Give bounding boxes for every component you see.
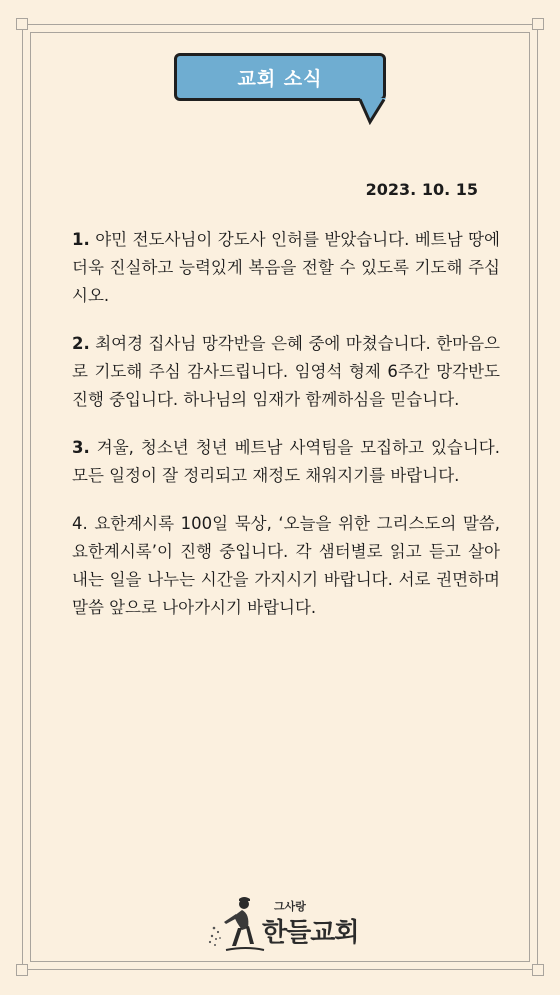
news-list — [72, 226, 500, 642]
news-item-number: 4. — [72, 514, 88, 533]
news-item-number: 3. — [72, 438, 90, 457]
news-item-3 — [72, 434, 500, 490]
news-item-1 — [72, 226, 500, 310]
speech-bubble-tail-icon — [174, 53, 390, 125]
logo-tagline: 그사랑 — [274, 900, 306, 913]
news-item-2 — [72, 330, 500, 414]
frame-corner-top-right — [532, 18, 544, 30]
news-item-text: 요한계시록 100일 묵상, ‘오늘을 위한 그리스도의 말씀, 요한계시록’이 진행 중입니다. 각 샘터별로 읽고 듣고 살아내는 일을 나누는 시간을 가지시기 바랍니다. 서로 권면하며 말씀 앞으로 나아가시기 바랍니다. — [72, 514, 500, 617]
frame-corner-top-left — [16, 18, 28, 30]
news-item-number: 1. — [72, 230, 90, 249]
news-item-text: 야민 전도사님이 강도사 인허를 받았습니다. 베트남 땅에 더욱 진실하고 능력있게 복음을 전할 수 있도록 기도해 주십시오. — [72, 230, 500, 305]
frame-corner-bottom-right — [532, 964, 544, 976]
title-speech-bubble — [174, 53, 390, 125]
sower-figure-icon — [206, 894, 266, 958]
page-title: 교회 소식 — [237, 67, 323, 90]
news-item-number: 2. — [72, 334, 90, 353]
news-item-4 — [72, 510, 500, 622]
church-logo — [206, 894, 366, 958]
frame-corner-bottom-left — [16, 964, 28, 976]
news-item-text: 최여경 집사님 망각반을 은혜 중에 마쳤습니다. 한마음으로 기도해 주심 감사드립니다. 임영석 형제 6주간 망각반도 진행 중입니다. 하나님의 임재가 함께하심을 믿습니다. — [72, 334, 500, 409]
news-item-text: 겨울, 청소년 청년 베트남 사역팀을 모집하고 있습니다. 모든 일정이 잘 정리되고 재정도 채워지기를 바랍니다. — [72, 438, 500, 485]
bulletin-date: 2023. 10. 15 — [365, 180, 478, 199]
logo-church-name: 한들교회 — [262, 918, 359, 948]
